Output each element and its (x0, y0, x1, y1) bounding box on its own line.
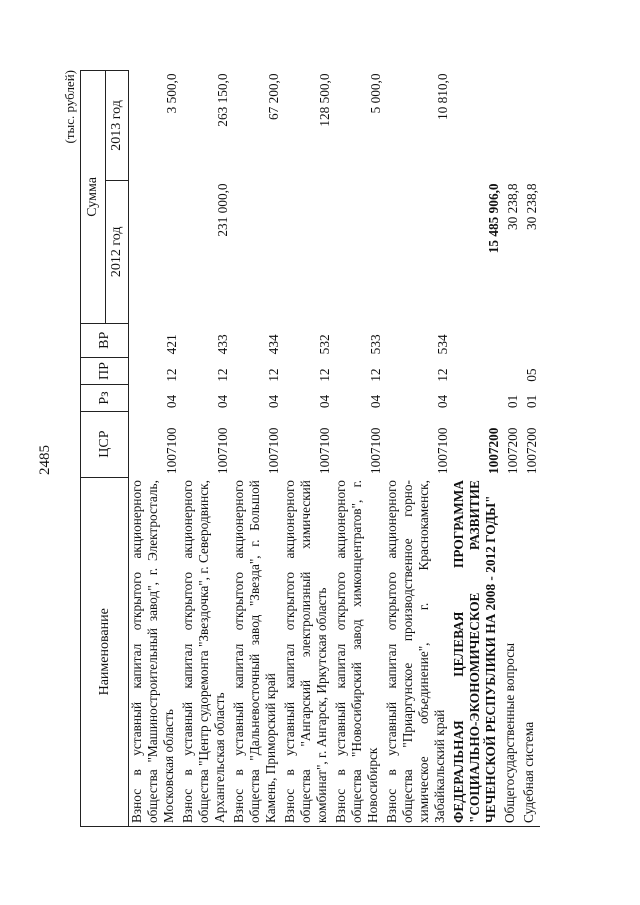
cell-y2012 (333, 180, 384, 323)
cell-y2013 (521, 71, 540, 181)
header-2013: 2013 год (106, 71, 129, 181)
cell-rz: 04 (266, 394, 281, 409)
cell-y2012 (384, 180, 451, 323)
budget-table (80, 70, 540, 827)
table-row (333, 71, 384, 827)
cell-name: Взнос в уставный капитал открытого акционерного общества "Центр судоремонта "Звездочка", г. Северодвинск, Архангельская область (180, 477, 231, 826)
cell-y2013 (502, 71, 521, 181)
cell-name: ФЕДЕРАЛЬНАЯ ЦЕЛЕВАЯ ПРОГРАММА "СОЦИАЛЬНО-ЭКОНОМИЧЕСКОЕ РАЗВИТИЕ ЧЕЧЕНСКОЙ РЕСПУБЛИКИ НА 2008 - 2012 ГОДЫ" (451, 477, 502, 826)
cell-y2012 (282, 180, 333, 323)
cell-y2013: 128 500,0 (317, 73, 332, 127)
cell-pr: 12 (368, 368, 383, 382)
page-number: 2485 (37, 445, 53, 475)
cell-pr: 05 (524, 368, 539, 382)
cell-vr (502, 323, 521, 357)
cell-y2013: 10 810,0 (435, 73, 450, 121)
cell-name: Судебная система (521, 477, 540, 826)
table-row (502, 71, 521, 827)
header-2012: 2012 год (106, 180, 129, 323)
cell-pr: 12 (164, 368, 179, 382)
cell-csr: 1007200 (524, 427, 539, 475)
cell-y2013: 67 200,0 (266, 73, 281, 121)
cell-y2013: 3 500,0 (164, 73, 179, 114)
header-csr: ЦСР (81, 411, 129, 477)
cell-vr (521, 323, 540, 357)
cell-y2013: 5 000,0 (368, 73, 383, 114)
cell-pr (451, 357, 502, 384)
cell-vr: 533 (368, 334, 383, 355)
cell-pr (502, 357, 521, 384)
table-row (282, 71, 333, 827)
cell-rz (451, 385, 502, 411)
cell-name: Общегосударственные вопросы (502, 477, 521, 826)
cell-y2013: 263 150,0 (215, 73, 230, 127)
cell-name: Взнос в уставный капитал открытого акционерного общества "Ангарский электролизный химический комбинат", г. Ангарск, Иркутская область (282, 477, 333, 826)
cell-pr: 12 (435, 368, 450, 382)
table-row (451, 71, 502, 827)
cell-rz: 04 (435, 394, 450, 409)
table-row (384, 71, 451, 827)
unit-note: (тыс. рублей) (62, 70, 77, 144)
cell-y2012: 15 485 906,0 (486, 183, 501, 254)
cell-csr: 1007100 (435, 427, 450, 475)
cell-vr: 433 (215, 334, 230, 355)
cell-pr: 12 (317, 368, 332, 382)
header-sum: Сумма (81, 71, 106, 324)
header-name: Наименование (81, 477, 129, 826)
cell-name: Взнос в уставный капитал открытого акционерного общества "Дальневосточный завод "Звезда", г. Большой Камень, Приморский край (231, 477, 282, 826)
cell-pr: 12 (266, 368, 281, 382)
cell-y2012 (231, 180, 282, 323)
cell-y2012: 231 000,0 (215, 183, 230, 237)
cell-rz: 01 (524, 394, 539, 409)
cell-y2013 (451, 71, 502, 181)
cell-csr: 1007100 (368, 427, 383, 475)
table-row (129, 71, 181, 827)
cell-rz: 04 (368, 394, 383, 409)
cell-rz: 04 (164, 394, 179, 409)
table-body (129, 71, 541, 827)
cell-vr: 532 (317, 334, 332, 355)
cell-csr: 1007200 (505, 427, 520, 475)
header-pr: ПР (81, 357, 129, 384)
cell-rz: 04 (215, 394, 230, 409)
cell-rz: 04 (317, 394, 332, 409)
cell-pr: 12 (215, 368, 230, 382)
cell-csr: 1007200 (486, 427, 501, 475)
cell-y2012: 30 238,8 (505, 183, 520, 230)
header-rz: Рз (81, 385, 129, 411)
cell-csr: 1007100 (317, 427, 332, 475)
cell-vr: 421 (164, 334, 179, 355)
cell-rz: 01 (505, 394, 520, 409)
cell-y2012: 30 238,8 (524, 183, 539, 230)
cell-y2012 (129, 180, 181, 323)
table-row (180, 71, 231, 827)
cell-name: Взнос в уставный капитал открытого акционерного общества "Приаргунское производственное горно-химическое объединение", г. Краснокаменск, Забайкальский край (384, 477, 451, 826)
cell-csr: 1007100 (266, 427, 281, 475)
cell-csr: 1007100 (215, 427, 230, 475)
cell-name: Взнос в уставный капитал открытого акционерного общества "Машиностроительный завод", г. Электросталь, Московская область (129, 477, 181, 826)
table-row (231, 71, 282, 827)
cell-vr: 534 (435, 334, 450, 355)
cell-name: Взнос в уставный капитал открытого акционерного общества "Новосибирский завод химконцентратов", г. Новосибирск (333, 477, 384, 826)
cell-vr: 434 (266, 334, 281, 355)
table-row (521, 71, 540, 827)
cell-csr: 1007100 (164, 427, 179, 475)
header-vr: ВР (81, 323, 129, 357)
cell-vr (451, 323, 502, 357)
